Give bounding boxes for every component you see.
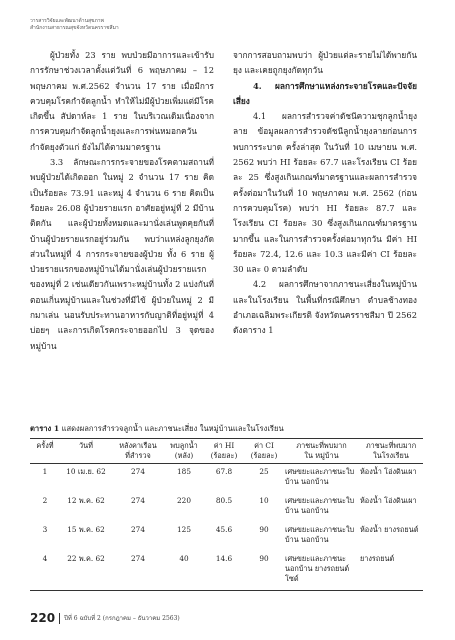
table-cell: ห้องน้ำ โอ่งดินเผา <box>360 496 417 505</box>
journal-issue: ปีที่ 6 ฉบับที่ 2 (กรกฎาคม – ธันวาคม 2563) <box>64 615 180 622</box>
table-cell: 274 <box>112 551 164 591</box>
table-cell: 90 <box>244 551 284 591</box>
table-cell: ยางรถยนต์ <box>359 551 423 591</box>
table-caption <box>30 424 430 434</box>
table-cell: ห้องน้ำ โอ่งดินเผา <box>360 467 417 476</box>
table-row <box>30 522 423 551</box>
table-row <box>30 493 423 522</box>
left-paragraph-1: ผู้ป่วยทั้ง 23 ราย พบป่วยมีอาการและเข้ารับการรักษาช่วงเวลาตั้งแต่วันที่ 6 พฤษภาคม – 12 พฤษภาคม พ.ศ.2562 จำนวน 17 ราย เมื่อมีการควบคุมโรคกำจัดลูกน้ำ ทำให้ไม่มีผู้ป่วยเพิ่มแต่มีโรคเกิดขึ้น สัปดาห์ละ 1 ราย ในบริเวณเดิมเนื่องจากการควบคุมกำจัดลูกน้ำยุงและการพ่นหมอกควัน กำจัดยุงตัวแก่ ยังไม่ได้ตามมาตรฐาน <box>30 50 214 152</box>
column-header: ภาชนะที่พบมาก ใน หมู่บ้าน <box>284 439 359 464</box>
table-header-row <box>30 439 423 464</box>
table-cell: 15 พ.ค. 62 <box>67 525 105 534</box>
table-cell: 274 <box>131 496 145 505</box>
table-cell: 220 <box>177 496 191 505</box>
table-cell: 10 <box>259 496 269 505</box>
table-cell: 274 <box>131 525 145 534</box>
table-cell: 185 <box>177 467 191 476</box>
section-heading: 4. ผลการศึกษาแหล่งกระจายโรคและปัจจัยเสี่ยง <box>233 80 417 106</box>
table-cell: 2 <box>42 496 48 505</box>
table-cell: 45.6 <box>215 525 233 534</box>
table-cell: 80.5 <box>215 496 233 505</box>
table-cell: เศษขยะและภาชนะใบบ้าน นอกบ้าน <box>285 467 355 486</box>
footer-divider <box>59 613 60 624</box>
column-header: ค่า CI (ร้อยละ) <box>244 439 284 464</box>
table-cell: 67.8 <box>215 467 233 476</box>
table-cell: 10 เม.ย. 62 <box>66 467 106 476</box>
column-header: ภาชนะที่พบมาก ในโรงเรียน <box>359 439 423 464</box>
table-cell: 22 พ.ค. 62 <box>60 551 112 591</box>
publisher-name: สำนักงานสาธารณสุขจังหวัดนครราชสีมา <box>30 25 119 31</box>
table-caption-label: ตาราง 1 <box>30 424 60 433</box>
table-cell: เศษขยะและภาชนะนอกบ้าน ยางรถยนต์โซด์ <box>284 551 359 591</box>
table-cell: 3 <box>42 525 48 534</box>
table-row <box>30 464 423 494</box>
right-paragraph-3: 4.2 ผลการศึกษาจากภาชนะเสี่ยงในหมู่บ้าน และในโรงเรียน ในพื้นที่กรณีศึกษา ตำบลช้างทอง อำเภอเฉลิมพระเกียรติ จังหวัดนครราชสีมา ปี 2562 ดังตาราง 1 <box>233 279 417 336</box>
running-header <box>30 18 119 32</box>
table-cell: 274 <box>131 467 145 476</box>
right-column <box>233 48 417 339</box>
table-cell: 90 <box>259 525 269 534</box>
column-header: พบลูกน้ำ (หลัง) <box>164 439 204 464</box>
table-caption-text: แสดงผลการสำรวจลูกน้ำ และภาชนะเสี่ยง ในหมู่บ้านและในโรงเรียน <box>59 424 284 433</box>
left-column <box>30 48 214 354</box>
survey-table <box>30 438 423 591</box>
table-row <box>30 551 423 591</box>
journal-name: วารสารวิจัยและพัฒนาด้านสุขภาพ <box>30 18 104 24</box>
right-paragraph-1: จากการสอบถามพบว่า ผู้ป่วยแต่ละรายไม่ได้พายกันยุง และเคยถูกยุงกัดทุกวัน <box>233 50 417 76</box>
table-cell: 40 <box>164 551 204 591</box>
column-header: ครั้งที่ <box>30 439 60 464</box>
page-number: 220 <box>30 611 56 625</box>
right-paragraph-2: 4.1 ผลการสำรวจค่าดัชนีความชุกลูกน้ำยุงลาย ข้อมูลผลการสำรวจดัชนีลูกน้ำยุงลายก่อนการพบการระบาด ครั้งล่าสุด ในวันที่ 10 เมษายน พ.ศ. 2562 พบว่า HI ร้อยละ 67.7 และโรงเรียน CI ร้อยละ 25 ซึ่งสูงเกินเกณฑ์มาตรฐานและผลการสำรวจครั้งต่อมาในวันที่ 10 พฤษภาคม พ.ศ. 2562 (ก่อนการควบคุมโรค) พบว่า HI ร้อยละ 87.7 และโรงเรียน CI ร้อยละ 30 ซึ่งสูงเกินเกณฑ์มาตรฐานมากขึ้น และในการสำรวจครั้งต่อมาทุกวัน มีค่า HI ร้อยละ 72.4, 12.6 และ 10.3 และมีค่า CI ร้อยละ 30 และ 0 ตามลำดับ <box>233 111 417 275</box>
table-cell: 4 <box>30 551 60 591</box>
table-cell: 12 พ.ค. 62 <box>67 496 105 505</box>
column-header: หลังคาเรือน ที่สำรวจ <box>112 439 164 464</box>
table-cell: เศษขยะและภาชนะใบบ้าน นอกบ้าน <box>285 525 355 544</box>
table-cell: 14.6 <box>204 551 244 591</box>
column-header: ค่า HI (ร้อยละ) <box>204 439 244 464</box>
table-cell: 25 <box>259 467 269 476</box>
column-header: วันที่ <box>60 439 112 464</box>
table-cell: ห้องน้ำ ยางรถยนต์ <box>360 525 419 534</box>
table-cell: เศษขยะและภาชนะใบบ้าน นอกบ้าน <box>285 496 355 515</box>
table-cell: 1 <box>42 467 48 476</box>
page-footer <box>30 611 180 625</box>
left-paragraph-2: 3.3 ลักษณะการกระจายของโรคตามสถานที่ พบผู้ป่วยได้เกิดออก ในหมู่ 2 จำนวน 17 ราย คิดเป็นร้อยละ 73.91 และหมู่ 4 จำนวน 6 ราย คิดเป็นร้อยละ 26.08 ผู้ป่วยรายแรก อาศัยอยู่หมู่ที่ 2 มีบ้านติดกัน และผู้ป่วยทั้งหมดและมานั่งเล่นพูดคุยกันที่บ้านผู้ป่วยรายแรกอยู่ร่วมกัน พบว่าแหล่งลูกยุงกัดส่วนในหมู่ที่ 4 การกระจายของผู้ป่วย ทั้ง 6 ราย ผู้ป่วยรายแรกของหมู่บ้านได้มานั่งเล่นผู้ป่วยรายแรกของหมู่ที่ 2 เช่นเดียวกันเพราะหมู่บ้านทั้ง 2 แบ่งกันที่ตอนเกิ่นหมู่บ้านและในช่วงที่มีไข้ ผู้ป่วยในหมู่ 2 มีกมาเล่น นอนรับประทานอาหารกับญาติที่อยู่หมู่ที่ 4 บ่อยๆ และการเกิดโรคกระจายออกไป 3 จุดของหมู่บ้าน <box>30 157 214 351</box>
table-cell: 125 <box>177 525 191 534</box>
